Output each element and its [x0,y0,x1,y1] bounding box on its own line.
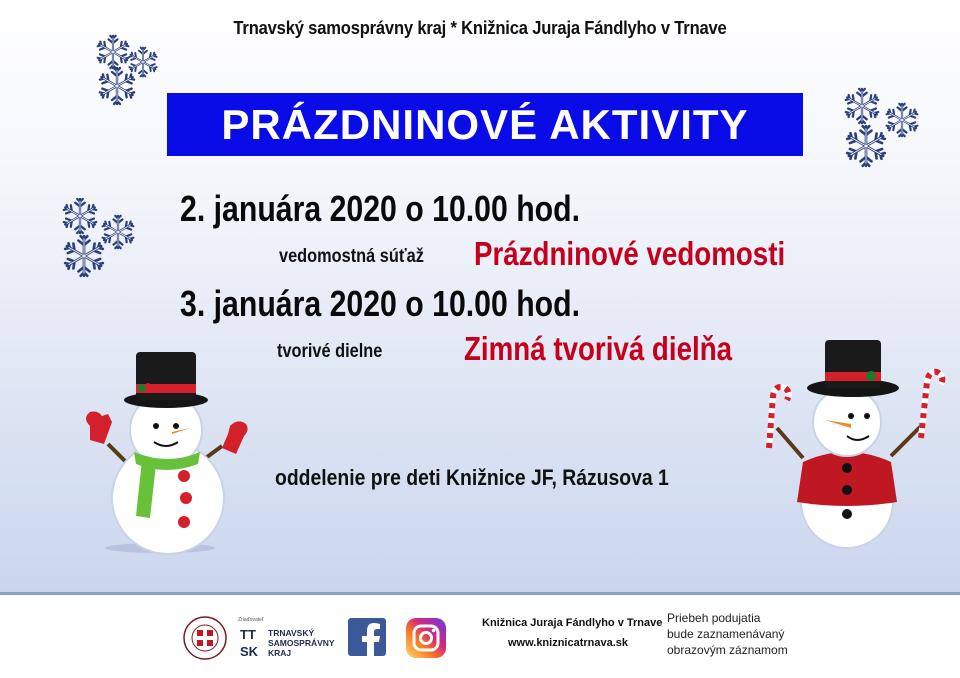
snowflake-cluster-left [48,192,148,292]
instagram-icon[interactable] [406,618,446,658]
tsk-text-line-2: SAMOSPRÁVNY [268,638,335,648]
facebook-icon[interactable] [348,618,386,656]
tsk-logo-text [268,628,335,658]
footer-note-line-1: Priebeh podujatia [667,611,761,625]
snowman-icon [72,348,272,558]
event-2-name: Zimná tvorivá dielňa [464,330,733,367]
event-2-kind: tvorivé dielne [277,341,383,362]
footer-website-link[interactable]: www.kniznicatrnava.sk [508,637,629,649]
founder-label: Zriaďovateľ [238,617,264,623]
tsk-text-line-1: TRNAVSKÝ [268,628,315,638]
footer-recording-note [667,610,788,658]
header-line: Trnavský samosprávny kraj * Knižnica Juraja Fándlyho v Trnave [233,18,727,38]
tsk-text-line-3: KRAJ [268,648,292,658]
tsk-logo [238,626,268,660]
footer-note-line-2: bude zaznamenávaný [667,627,785,641]
title-banner: PRÁZDNINOVÉ AKTIVITY [167,93,803,156]
snowflake-cluster-top-left [85,30,165,110]
event-1-name: Prázdninové vedomosti [474,235,786,272]
snowman-icon-right [755,338,955,553]
footer-library-name: Knižnica Juraja Fándlyho v Trnave [482,617,663,629]
tsk-letters-top: TT [240,627,256,642]
footer [0,598,960,678]
location-text: oddelenie pre deti Knižnice JF, Rázusova 1 [275,465,669,490]
tsk-letters-bottom: SK [240,644,259,659]
event-2-date: 3. januára 2020 o 10.00 hod. [180,283,581,324]
snowflake-cluster-right [830,82,930,182]
library-seal-logo [182,612,228,664]
event-1-kind: vedomostná súťaž [279,246,424,267]
event-1-date: 2. januára 2020 o 10.00 hod. [180,188,581,229]
footer-note-line-3: obrazovým záznamom [667,643,788,657]
